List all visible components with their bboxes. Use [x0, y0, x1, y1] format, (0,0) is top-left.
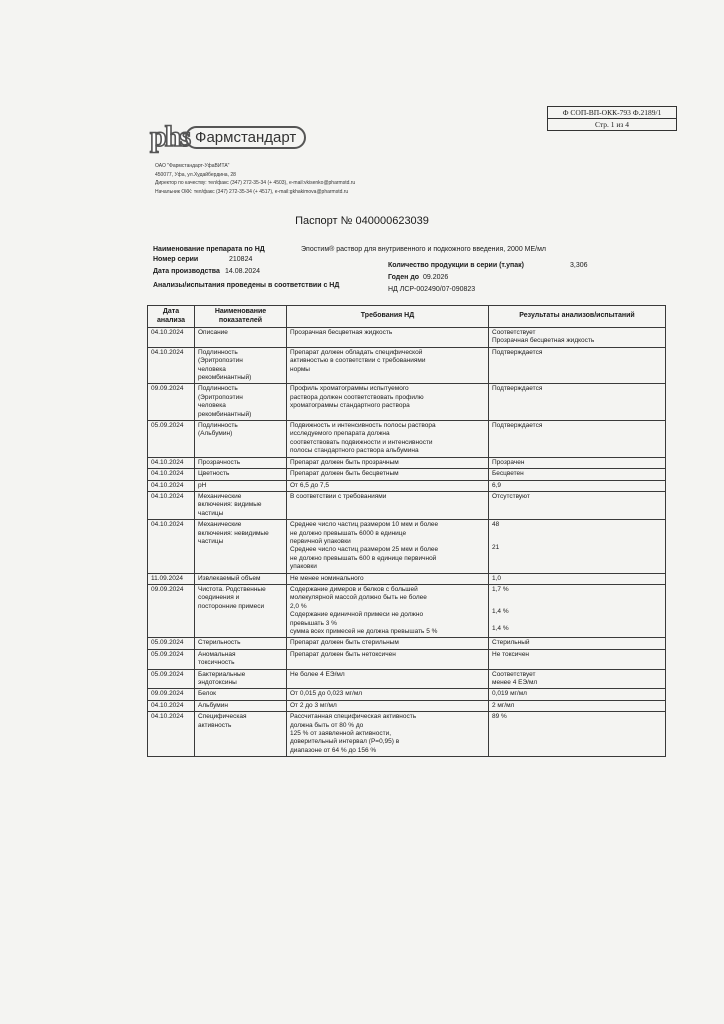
cell-name-line: Подлинность	[198, 385, 238, 393]
cell-result	[489, 384, 666, 421]
cell-requirement-line: нормы	[290, 365, 310, 373]
cell-requirement-line: первичной упаковки	[290, 537, 351, 545]
table-row	[148, 520, 666, 573]
cell-date: 05.09.2024	[148, 649, 195, 669]
table-row	[148, 457, 666, 468]
cell-requirement	[287, 384, 489, 421]
cell-result-line: Подтверждается	[492, 422, 543, 430]
cell-requirement-line: исследуемого препарата должна	[290, 430, 390, 438]
cell-result-line: 2 мг/мл	[492, 701, 515, 709]
cell-result	[489, 700, 666, 711]
cell-requirement-line: Среднее число частиц размером 10 мкм и более	[290, 521, 439, 529]
cell-result-line: Стерильный	[492, 639, 530, 647]
cell-requirement	[287, 480, 489, 491]
cell-name	[195, 457, 287, 468]
cell-name-line: Чистота. Родственные	[198, 585, 266, 593]
cell-name-line: (Эритропоэтин	[198, 357, 243, 365]
cell-result	[489, 573, 666, 584]
cell-requirement-line: От 0,015 до 0,023 мг/мл	[290, 690, 363, 698]
cell-requirement-line: активностью в соответствии с требованиями	[290, 357, 426, 365]
company-director: Директор по качеству: тел/факс (347) 272-35-34 (+ 4503), e-mail:vkisenko@pharmstd.ru	[155, 180, 356, 187]
cell-requirement-line: диапазоне от 64 % до 156 %	[290, 746, 377, 754]
cell-name-line: частицы	[198, 537, 224, 545]
cell-requirement	[287, 457, 489, 468]
cell-requirement-line: От 2 до 3 мг/мл	[290, 701, 337, 709]
cell-date: 04.10.2024	[148, 700, 195, 711]
cell-name-line: частицы	[198, 509, 224, 517]
cell-date: 09.09.2024	[148, 689, 195, 700]
cell-date: 05.09.2024	[148, 669, 195, 689]
qty-label: Количество продукции в серии (т.упак)	[388, 262, 525, 269]
cell-name	[195, 491, 287, 519]
cell-name-line: Специфическая	[198, 713, 247, 721]
cell-date: 04.10.2024	[148, 347, 195, 384]
cell-requirement-line: хроматограммы стандартного раствора	[290, 402, 410, 410]
cell-requirement-line: соответствовать подвижности и интенсивности	[290, 438, 433, 446]
cell-result-line: 1,4 %	[492, 624, 509, 632]
table-row	[148, 469, 666, 480]
nd-value: НД ЛСР-002490/07-090823	[388, 286, 476, 293]
cell-name-line: соединения и	[198, 594, 240, 602]
cell-name	[195, 638, 287, 649]
date-label: Дата производства	[153, 268, 220, 275]
cell-name	[195, 347, 287, 384]
cell-result-line: Соответствует	[492, 329, 536, 336]
product-label: Наименование препарата по НД	[153, 246, 265, 253]
cell-result	[489, 469, 666, 480]
table-row	[148, 584, 666, 637]
cell-name-line: Извлекаемый объем	[198, 574, 261, 582]
table-row	[148, 649, 666, 669]
qty-value: 3,306	[570, 262, 588, 269]
cell-name-line: посторонние примеси	[198, 602, 265, 610]
cell-name	[195, 328, 287, 348]
cell-requirement	[287, 669, 489, 689]
page-number: Стр. 1 из 4	[548, 118, 676, 130]
cell-result-line: Отсутствуют	[492, 492, 530, 500]
cell-date: 04.10.2024	[148, 712, 195, 757]
cell-date: 05.09.2024	[148, 421, 195, 458]
cell-requirement-line: Содержание димеров и белков с большей	[290, 585, 418, 593]
cell-name-line: рекомбинантный)	[198, 374, 252, 382]
cell-requirement	[287, 520, 489, 573]
cell-requirement-line: Не более 4 ЕЭ/мл	[290, 670, 345, 678]
table-row	[148, 712, 666, 757]
cell-result-line: менее 4 ЕЭ/мл	[492, 679, 538, 687]
cell-name-line: Стерильность	[198, 639, 241, 647]
cell-requirement-line: В соответствии с требованиями	[290, 492, 387, 500]
cell-result-line: Подтверждается	[492, 385, 543, 393]
cell-name-line: включения: невидимые	[198, 529, 269, 537]
cell-requirement-line: Препарат должен быть нетоксичен	[290, 650, 396, 658]
cell-result	[489, 584, 666, 637]
cell-name	[195, 421, 287, 458]
cell-date: 05.09.2024	[148, 638, 195, 649]
cell-date: 04.10.2024	[148, 480, 195, 491]
cell-result-line: Подтверждается	[492, 348, 543, 356]
cell-name	[195, 584, 287, 637]
table-row	[148, 347, 666, 384]
cell-result	[489, 669, 666, 689]
page-title: Паспорт № 040000623039	[295, 215, 429, 227]
cell-name-line: Подлинность	[198, 422, 238, 430]
col-header-requirements: Требования НД	[287, 306, 489, 328]
cell-name-line: рекомбинантный)	[198, 410, 252, 418]
cell-result-line: Прозрачен	[492, 458, 525, 466]
cell-result	[489, 480, 666, 491]
cell-name-line: человека	[198, 365, 226, 373]
cell-requirement-line: Препарат должен обладать специфической	[290, 348, 423, 356]
cell-name	[195, 700, 287, 711]
cell-name-line: pH	[198, 481, 207, 489]
col-header-name: Наименование показателей	[195, 306, 287, 328]
col-header-results: Результаты анализов/испытаний	[489, 306, 666, 328]
company-address: 450077, Уфа, ул.Худайбердина, 28	[155, 171, 236, 178]
cell-result	[489, 457, 666, 468]
cell-result-line: 21	[492, 543, 500, 551]
cell-requirement-line: Рассчитанная специфическая активность	[290, 713, 417, 721]
cell-requirement-line: Препарат должен быть бесцветным	[290, 470, 399, 478]
cell-result	[489, 649, 666, 669]
table-row	[148, 421, 666, 458]
cell-requirement-line: Подвижность и интенсивность полосы раствора	[290, 422, 436, 430]
cell-name-line: Альбумин	[198, 701, 228, 709]
cell-name-line: Подлинность	[198, 348, 238, 356]
cell-requirement	[287, 469, 489, 480]
table-row	[148, 573, 666, 584]
cell-requirement	[287, 638, 489, 649]
cell-requirement	[287, 491, 489, 519]
cell-result-line: Бесцветен	[492, 470, 524, 478]
cell-result	[489, 421, 666, 458]
cell-date: 04.10.2024	[148, 520, 195, 573]
cell-date: 09.09.2024	[148, 384, 195, 421]
cell-name	[195, 520, 287, 573]
cell-name	[195, 712, 287, 757]
cell-requirement-line: Препарат должен быть прозрачным	[290, 458, 399, 466]
cell-date: 04.10.2024	[148, 469, 195, 480]
cell-result-line: 1,7 %	[492, 585, 509, 593]
cell-requirement-line: От 6,5 до 7,5	[290, 481, 329, 489]
cell-requirement-line: 2,0 %	[290, 602, 307, 610]
cell-result-line: 48	[492, 521, 500, 529]
cell-result	[489, 347, 666, 384]
cell-result	[489, 328, 666, 348]
series-label: Номер серии	[153, 256, 199, 263]
cell-name	[195, 573, 287, 584]
cell-result-line: 1,4 %	[492, 608, 509, 616]
cell-name	[195, 649, 287, 669]
cell-name-line: Механические	[198, 492, 242, 500]
cell-requirement-line: упаковки	[290, 563, 317, 571]
company-info	[155, 162, 455, 196]
table-row	[148, 700, 666, 711]
cell-requirement-line: Среднее число частиц размером 25 мкм и более	[290, 546, 439, 554]
cell-date: 04.10.2024	[148, 491, 195, 519]
logo-mark: phs	[150, 120, 190, 153]
cell-name-line: активность	[198, 721, 232, 729]
expiry-value: 09.2026	[423, 274, 449, 281]
cell-requirement	[287, 573, 489, 584]
cell-name-line: (Альбумин)	[198, 430, 233, 438]
logo-text: Фармстандарт	[185, 126, 306, 149]
cell-result-line: Соответствует	[492, 670, 536, 678]
cell-date: 09.09.2024	[148, 584, 195, 637]
cell-result	[489, 520, 666, 573]
company-okk: Начальник ОКК: тел/факс (347) 272-35-34 (+ 4517), e-mail:gkhakimova@pharmstd.ru	[155, 188, 349, 195]
cell-requirement	[287, 421, 489, 458]
cell-requirement-line: превышать 3 %	[290, 619, 337, 627]
cell-name-line: включения: видимые	[198, 501, 262, 509]
cell-requirement-line: молекулярной массой должно быть не более	[290, 594, 427, 602]
table-row	[148, 638, 666, 649]
expiry-label: Годен до	[388, 274, 420, 281]
cell-result-line: 6,9	[492, 481, 502, 489]
cell-requirement-line: сумма всех примесей не должна превышать 5 %	[290, 628, 438, 635]
cell-requirement-line: Прозрачная бесцветная жидкость	[290, 329, 393, 336]
cell-requirement-line: Не менее номинального	[290, 574, 364, 582]
table-row	[148, 480, 666, 491]
cell-requirement-line: должна быть от 80 % до	[290, 721, 364, 729]
cell-requirement-line: Профиль хроматограммы испытуемого	[290, 385, 409, 393]
cell-result	[489, 491, 666, 519]
table-row	[148, 689, 666, 700]
cell-requirement-line: Содержание единичной примеси не должно	[290, 611, 424, 619]
cell-name	[195, 469, 287, 480]
analysis-label: Анализы/испытания проведены в соответствии с НД	[153, 282, 340, 289]
cell-requirement	[287, 700, 489, 711]
cell-requirement-line: раствора должен соответствовать профилю	[290, 393, 424, 401]
product-value: Эпостим® раствор для внутривенного и подкожного введения, 2000 МЕ/мл	[301, 246, 546, 253]
cell-name	[195, 384, 287, 421]
company-logo	[150, 122, 306, 152]
cell-name-line: Белок	[198, 690, 216, 698]
cell-requirement	[287, 649, 489, 669]
col-header-date: Дата анализа	[148, 306, 195, 328]
cell-name	[195, 689, 287, 700]
cell-requirement-line: не должно превышать 600 в единице первичной	[290, 554, 437, 562]
form-code-box	[547, 106, 677, 131]
cell-date: 04.10.2024	[148, 328, 195, 348]
cell-name-line: Механические	[198, 521, 242, 529]
table-row	[148, 669, 666, 689]
table-row	[148, 328, 666, 348]
cell-requirement	[287, 689, 489, 700]
cell-result-line: 0,019 мг/мл	[492, 690, 527, 698]
cell-requirement-line: Препарат должен быть стерильным	[290, 639, 399, 647]
cell-name	[195, 669, 287, 689]
form-code: Ф СОП-ВП-ОКК-793 Ф.2189/1	[562, 108, 662, 117]
cell-name-line: Аномальная	[198, 650, 236, 658]
cell-requirement-line: полосы стандартного раствора альбумина	[290, 447, 419, 455]
cell-name-line: эндотоксины	[198, 679, 237, 687]
date-value: 14.08.2024	[225, 268, 261, 275]
cell-requirement	[287, 328, 489, 348]
cell-result-line: Не токсичен	[492, 650, 530, 658]
table-header-row	[148, 306, 666, 328]
cell-name-line: (Эритропоэтин	[198, 393, 243, 401]
cell-result	[489, 638, 666, 649]
cell-date: 04.10.2024	[148, 457, 195, 468]
cell-result	[489, 689, 666, 700]
cell-name-line: Описание	[198, 329, 228, 336]
cell-result	[489, 712, 666, 757]
cell-name-line: Цветность	[198, 470, 230, 478]
cell-requirement	[287, 712, 489, 757]
cell-name-line: Прозрачность	[198, 458, 241, 466]
cell-requirement-line: 125 % от заявленной активности,	[290, 730, 392, 738]
cell-name-line: человека	[198, 402, 226, 410]
table-row	[148, 491, 666, 519]
cell-requirement	[287, 347, 489, 384]
cell-result-line: 89 %	[492, 713, 507, 721]
table-row	[148, 384, 666, 421]
cell-date: 11.09.2024	[148, 573, 195, 584]
cell-requirement	[287, 584, 489, 637]
cell-name-line: Бактериальные	[198, 670, 246, 678]
company-name: ОАО "Фармстандарт-УфаВИТА"	[155, 163, 230, 169]
cell-requirement-line: не должно превышать 6000 в единице	[290, 529, 407, 537]
cell-result-line: Прозрачная бесцветная жидкость	[492, 337, 595, 345]
cell-result-line: 1,0	[492, 574, 502, 582]
cell-name-line: токсичность	[198, 659, 235, 667]
cell-name	[195, 480, 287, 491]
series-value: 210824	[229, 256, 253, 263]
cell-requirement-line: доверительный интервал (P=0,95) в	[290, 738, 400, 746]
analysis-table	[147, 305, 666, 757]
